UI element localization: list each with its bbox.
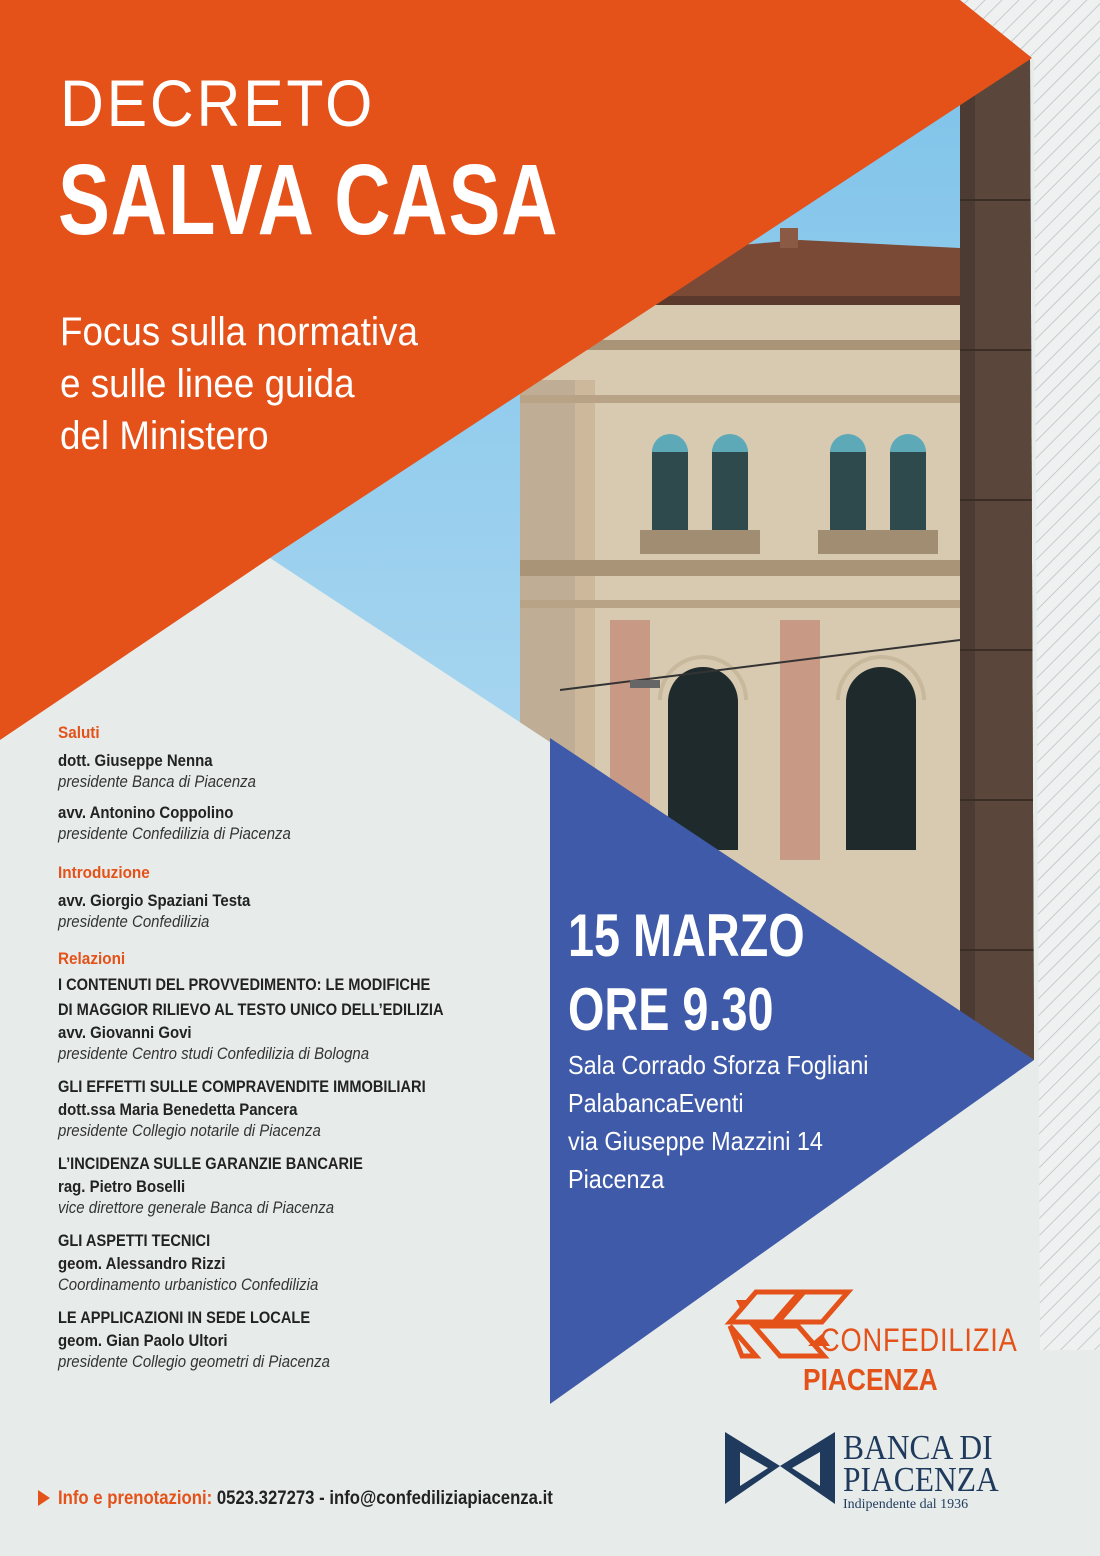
speaker-name: avv. Giorgio Spaziani Testa — [58, 891, 251, 910]
speaker-role: presidente Collegio geometri di Piacenza — [58, 1352, 330, 1371]
subtitle-line: del Ministero — [60, 414, 269, 458]
confedilizia-logo-city: PIACENZA — [803, 1362, 938, 1397]
title-salva-casa: SALVA CASA — [58, 144, 559, 256]
confedilizia-logo-text: CONFEDILIZIA — [820, 1322, 1018, 1358]
speaker-role: presidente Centro studi Confedilizia di Bologna — [58, 1044, 370, 1063]
speaker-name: avv. Antonino Coppolino — [58, 803, 234, 822]
talk-title: GLI EFFETTI SULLE COMPRAVENDITE IMMOBILIARI — [58, 1077, 426, 1096]
speaker-name: dott. Giuseppe Nenna — [58, 751, 213, 770]
section-heading-relazioni: Relazioni — [58, 949, 126, 968]
title-decreto: DECRETO — [60, 66, 376, 140]
speaker-name: geom. Alessandro Rizzi — [58, 1254, 226, 1273]
talk-title: LE APPLICAZIONI IN SEDE LOCALE — [58, 1308, 311, 1327]
speaker-role: presidente Confedilizia di Piacenza — [58, 824, 291, 843]
bank-logo-line1: BANCA DI — [843, 1428, 993, 1467]
subtitle-line: e sulle linee guida — [60, 362, 355, 406]
program — [58, 722, 558, 1372]
speaker-name: geom. Gian Paolo Ultori — [58, 1331, 228, 1350]
talk-title: DI MAGGIOR RILIEVO AL TESTO UNICO DELL’EDILIZIA — [58, 1000, 444, 1019]
bank-logo-icon — [725, 1432, 835, 1504]
talk-title: I CONTENUTI DEL PROVVEDIMENTO: LE MODIFICHE — [58, 975, 431, 994]
event-time: ORE 9.30 — [568, 976, 774, 1043]
talk-title: GLI ASPETTI TECNICI — [58, 1231, 211, 1250]
section-heading-introduzione: Introduzione — [58, 863, 150, 882]
footer-arrow-icon — [38, 1490, 50, 1506]
talk-title: L’INCIDENZA SULLE GARANZIE BANCARIE — [58, 1154, 363, 1173]
speaker-role: presidente Collegio notarile di Piacenza — [58, 1121, 321, 1140]
venue-line: via Giuseppe Mazzini 14 — [568, 1126, 823, 1156]
speaker-role: Coordinamento urbanistico Confedilizia — [58, 1275, 319, 1294]
speaker-name: rag. Pietro Boselli — [58, 1177, 186, 1196]
venue-line: Sala Corrado Sforza Fogliani — [568, 1050, 869, 1080]
section-heading-saluti: Saluti — [58, 723, 100, 742]
subtitle — [60, 306, 538, 462]
speaker-role: vice direttore generale Banca di Piacenza — [58, 1198, 335, 1217]
speaker-role: presidente Confedilizia — [58, 912, 210, 931]
bank-logo-line2: PIACENZA — [843, 1460, 999, 1499]
event-venue — [568, 1046, 868, 1198]
venue-line: PalabancaEventi — [568, 1088, 744, 1118]
footer-contact-info[interactable]: 0523.327273 - info@confediliziapiacenza.it — [216, 1488, 553, 1509]
footer-contact — [58, 1488, 553, 1510]
footer-label: Info e prenotazioni: — [58, 1488, 213, 1509]
bank-tagline: Indipendente dal 1936 — [843, 1497, 969, 1512]
speaker-name: dott.ssa Maria Benedetta Pancera — [58, 1100, 298, 1119]
speaker-role: presidente Banca di Piacenza — [58, 772, 256, 791]
event-date: 15 MARZO — [568, 902, 805, 969]
venue-line: Piacenza — [568, 1164, 665, 1194]
speaker-name: avv. Giovanni Govi — [58, 1023, 192, 1042]
subtitle-line: Focus sulla normativa — [60, 310, 418, 354]
